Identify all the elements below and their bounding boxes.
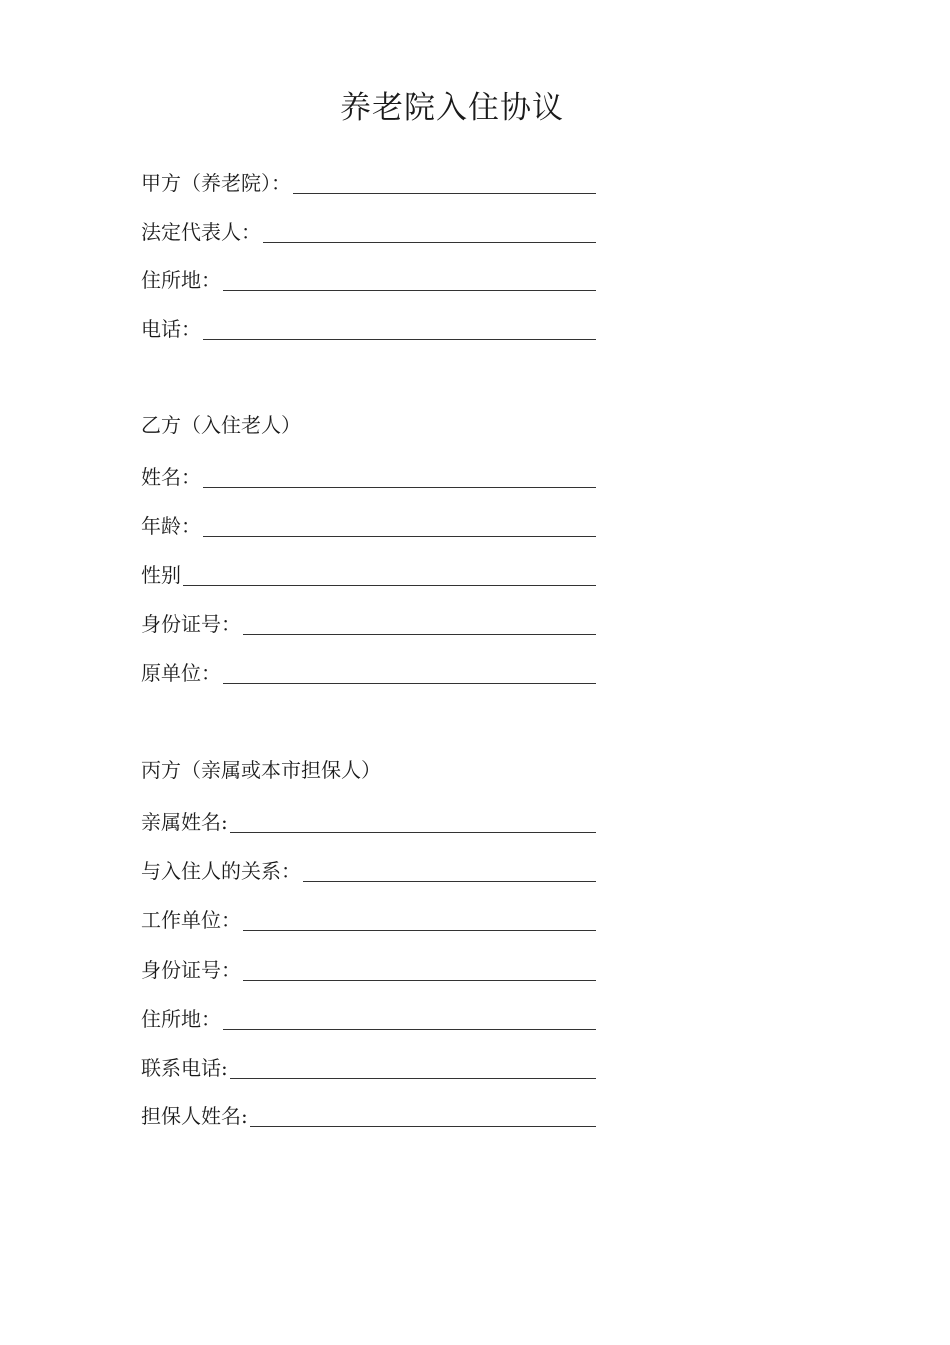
party-a-address-row xyxy=(141,263,596,293)
party-b-age-row xyxy=(141,509,596,539)
party-c-employer-blank[interactable] xyxy=(243,906,596,931)
field-label: 联系电话: xyxy=(141,1056,228,1080)
party-b-name-row xyxy=(141,460,596,490)
field-label: 性别 xyxy=(141,563,181,587)
party-c-relative-name-blank[interactable] xyxy=(230,808,596,833)
party-b-id-number-blank[interactable] xyxy=(243,610,596,635)
field-label: 住所地： xyxy=(141,268,221,292)
party-a-address-blank[interactable] xyxy=(223,266,596,291)
party-a-phone-row xyxy=(141,312,596,342)
party-b-name-blank[interactable] xyxy=(203,463,596,488)
field-label: 担保人姓名: xyxy=(141,1104,248,1128)
field-label: 身份证号： xyxy=(141,612,241,636)
party-c-relative-name-row xyxy=(141,805,596,835)
party-c-guarantor-name-row xyxy=(141,1099,596,1129)
party-a-legal-rep-row xyxy=(141,215,596,245)
party-b-id-number-row xyxy=(141,607,596,637)
party-c-heading: 丙方（亲属或本市担保人） xyxy=(141,758,381,782)
party-b-gender-blank[interactable] xyxy=(183,561,596,586)
field-label: 身份证号： xyxy=(141,958,241,982)
party-b-former-employer-row xyxy=(141,656,596,686)
field-label: 年龄： xyxy=(141,514,201,538)
field-label: 法定代表人： xyxy=(141,220,261,244)
party-c-phone-blank[interactable] xyxy=(230,1054,596,1079)
party-c-id-number-blank[interactable] xyxy=(243,956,596,981)
field-label: 甲方（养老院）： xyxy=(141,171,291,195)
party-a-name-blank[interactable] xyxy=(293,169,596,194)
field-label: 姓名： xyxy=(141,465,201,489)
field-label: 与入住人的关系： xyxy=(141,859,301,883)
field-label: 工作单位： xyxy=(141,908,241,932)
party-b-former-employer-blank[interactable] xyxy=(223,659,596,684)
party-b-gender-row xyxy=(141,558,596,588)
party-c-relationship-blank[interactable] xyxy=(303,857,596,882)
field-label: 住所地： xyxy=(141,1007,221,1031)
party-a-phone-blank[interactable] xyxy=(203,315,596,340)
party-c-phone-row xyxy=(141,1051,596,1081)
field-label: 电话： xyxy=(141,317,201,341)
document-title: 养老院入住协议 xyxy=(340,90,564,126)
field-label: 亲属姓名: xyxy=(141,810,228,834)
party-c-id-number-row xyxy=(141,953,596,983)
party-b-age-blank[interactable] xyxy=(203,512,596,537)
field-label: 原单位： xyxy=(141,661,221,685)
party-c-employer-row xyxy=(141,903,596,933)
party-a-name-row xyxy=(141,166,596,196)
party-a-legal-rep-blank[interactable] xyxy=(263,218,596,243)
party-c-address-row xyxy=(141,1002,596,1032)
party-c-address-blank[interactable] xyxy=(223,1005,596,1030)
party-c-guarantor-name-blank[interactable] xyxy=(250,1102,596,1127)
party-c-relationship-row xyxy=(141,854,596,884)
party-b-heading: 乙方（入住老人） xyxy=(141,413,301,437)
